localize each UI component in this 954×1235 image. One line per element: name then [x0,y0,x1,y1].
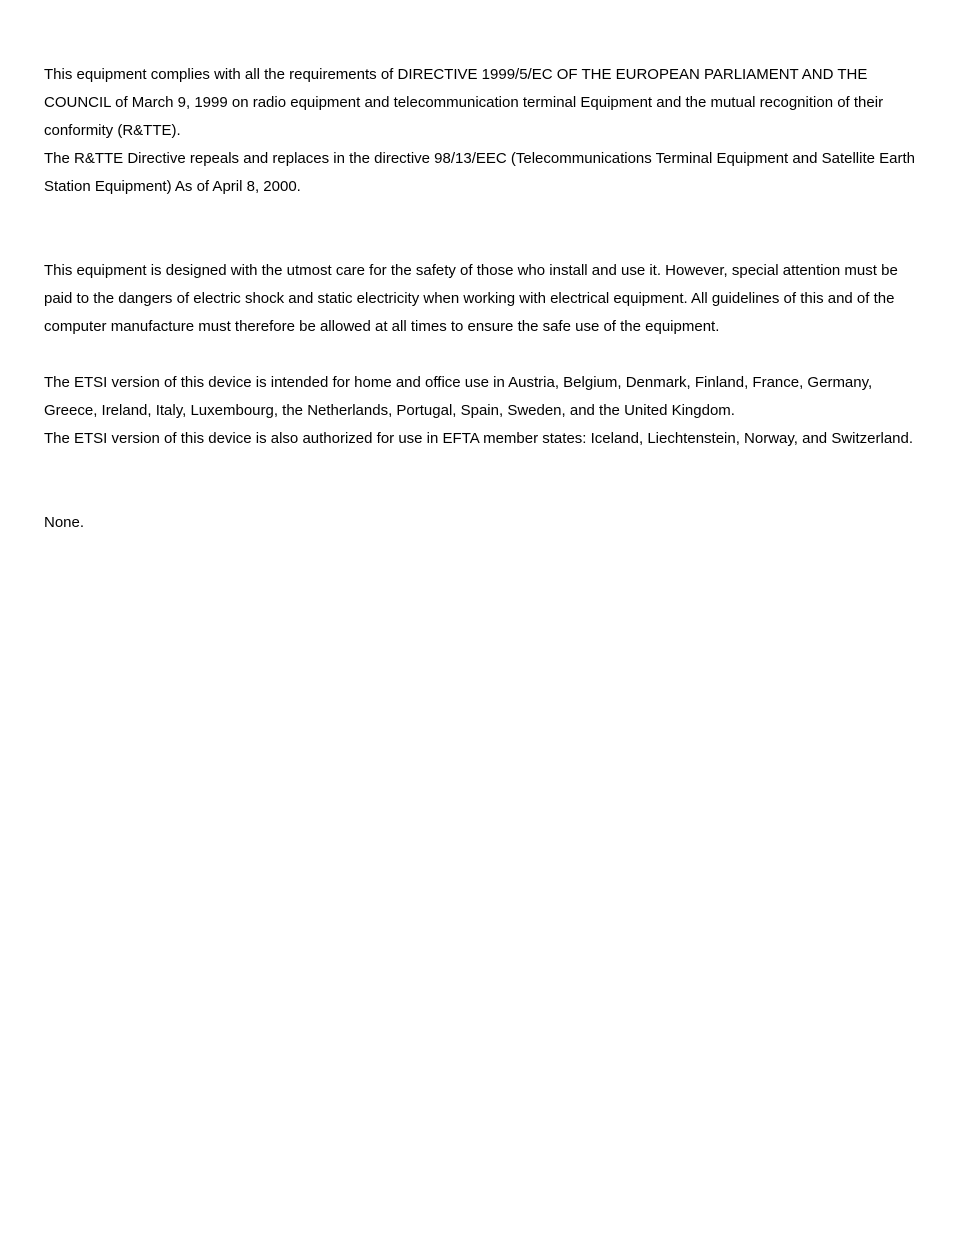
compliance-section [44,61,916,201]
compliance-paragraph: This equipment complies with all the requirements of DIRECTIVE 1999/5/EC OF THE EUROPEAN PARLIAMENT AND THE COUNCIL of March 9, 1999 on radio equipment and telecommunication terminal Equipment and the mutual recognition of their conformity (R&TTE). [44,66,884,139]
other-paragraph: None. [44,514,85,531]
etsi-section [44,369,916,453]
section-spacer [44,201,916,257]
safety-paragraph: This equipment is designed with the utmost care for the safety of those who install and use it. However, special attention must be paid to the dangers of electric shock and static electricity when working with electrical equipment. All guidelines of this and of the computer manufacture must therefore be allowed at all times to ensure the safe use of the equipment. [44,262,898,335]
other-section [44,509,916,537]
compliance-paragraph: The R&TTE Directive repeals and replaces in the directive 98/13/EEC (Telecommunications Terminal Equipment and Satellite Earth Station Equipment) As of April 8, 2000. [44,150,915,195]
safety-section [44,257,916,341]
section-spacer [44,341,916,369]
etsi-paragraph: The ETSI version of this device is also authorized for use in EFTA member states: Iceland, Liechtenstein, Norway, and Switzerland. [44,430,914,447]
etsi-paragraph: The ETSI version of this device is intended for home and office use in Austria, Belgium, Denmark, Finland, France, Germany, Greece, Ireland, Italy, Luxembourg, the Netherlands, Portugal, Spain, Sweden, and the United Kingdom. [44,374,873,419]
document-page [44,61,916,537]
section-spacer [44,453,916,509]
